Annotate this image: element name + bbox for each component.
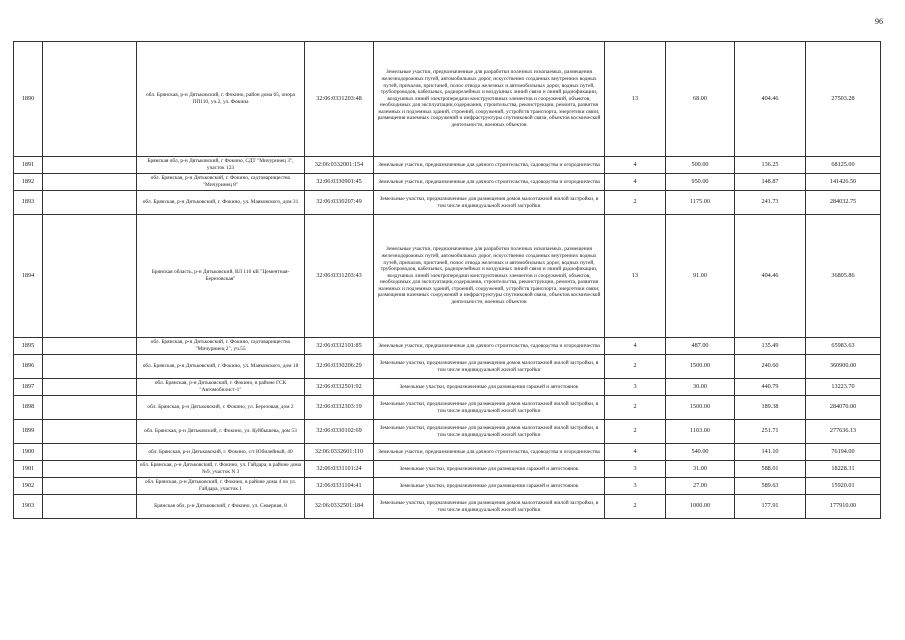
row-number-cell: 1899 — [14, 420, 43, 444]
area-cell: 27.00 — [666, 478, 735, 495]
cadastral-number-cell: 32:06:0332101:85 — [305, 338, 374, 355]
land-purpose-cell: Земельные участки, предназначенные для дачного строительства, садоводства и огородничества — [374, 174, 605, 191]
table-row — [14, 420, 881, 444]
cadastral-number-cell: 32:06:0332303:19 — [305, 396, 374, 420]
area-cell: 500.00 — [666, 157, 735, 174]
row-number-cell: 1895 — [14, 338, 43, 355]
cadastral-number-cell: 32:06:0331203:43 — [305, 215, 374, 338]
group-cell: 4 — [605, 174, 666, 191]
empty-cell — [43, 420, 137, 444]
land-purpose-cell: Земельные участки, предназначенные для размещения домов малоэтажной жилой застройки, в том числе индивидуальной жилой застройки — [374, 495, 605, 519]
cadastral-value-cell: 68125.00 — [806, 157, 881, 174]
area-cell: 91.00 — [666, 215, 735, 338]
row-number-cell: 1896 — [14, 355, 43, 379]
table-row — [14, 396, 881, 420]
land-plots-table — [13, 41, 881, 519]
address-cell: обл. Брянская, р-н Дятьковский, г. Фокино, ул. Гайдара, в районе дома №9, участок N 3 — [137, 461, 305, 478]
rate-cell: 141.10 — [735, 444, 806, 461]
area-cell: 30.00 — [666, 379, 735, 396]
table-row — [14, 461, 881, 478]
group-cell: 2 — [605, 191, 666, 215]
empty-cell — [43, 215, 137, 338]
land-purpose-cell: Земельные участки, предназначенные для дачного строительства, садоводства и огородничества — [374, 157, 605, 174]
table-row — [14, 338, 881, 355]
table-row — [14, 478, 881, 495]
empty-cell — [43, 355, 137, 379]
page-number: 96 — [875, 17, 883, 26]
rate-cell: 589.63 — [735, 478, 806, 495]
row-number-cell: 1898 — [14, 396, 43, 420]
rate-cell: 404.46 — [735, 215, 806, 338]
cadastral-number-cell: 32:06:0332001:154 — [305, 157, 374, 174]
rate-cell: 189.38 — [735, 396, 806, 420]
land-purpose-cell: Земельные участки, предназначенные для разработки полезных ископаемых, размещения железнодорожных путей, автомобильных дорог, искусственно созданных внутренних водных путей, причалов, пристаней, полос отвода железных и автомобильных дорог, водных путей, трубопроводов, кабельных, радиорелейных и воздушных линий связи и линий радиофикации, воздушных линий электропередачи конструктивных элементов и сооружений, объектов, необходимых для эксплуатации,содержания, строительства, реконструкции, ремонта, развития наземных и подземных зданий, строений, сооружений, устройств транспорта, энергетики связи; размещения наземных сооружений и инфраструктуры спутниковой связи, объектов космической деятельности, военных объектов — [374, 42, 605, 157]
group-cell: 2 — [605, 420, 666, 444]
rate-cell: 135.49 — [735, 338, 806, 355]
cadastral-number-cell: 32:06:0330207:49 — [305, 191, 374, 215]
cadastral-number-cell: 32:06:0332501:184 — [305, 495, 374, 519]
cadastral-value-cell: 36805.86 — [806, 215, 881, 338]
rate-cell: 136.25 — [735, 157, 806, 174]
empty-cell — [43, 379, 137, 396]
group-cell: 13 — [605, 42, 666, 157]
cadastral-value-cell: 76194.00 — [806, 444, 881, 461]
rate-cell: 588.01 — [735, 461, 806, 478]
address-cell: Брянская область, р-н Дятьковский, ВЛ 110 кВ "Цементная-Березовская" — [137, 215, 305, 338]
row-number-cell: 1891 — [14, 157, 43, 174]
cadastral-number-cell: 32:06:0330206:29 — [305, 355, 374, 379]
group-cell: 4 — [605, 338, 666, 355]
cadastral-value-cell: 15920.01 — [806, 478, 881, 495]
cadastral-value-cell: 13223.70 — [806, 379, 881, 396]
row-number-cell: 1894 — [14, 215, 43, 338]
group-cell: 2 — [605, 355, 666, 379]
address-cell: обл. Брянская, р-н Дятьковский, г. Фокино, район дома 65, опора ПП110, уч.2, ул. Фокина — [137, 42, 305, 157]
empty-cell — [43, 478, 137, 495]
land-purpose-cell: Земельные участки, предназначенные для размещения гаражей и автостоянок — [374, 461, 605, 478]
table-row — [14, 355, 881, 379]
cadastral-number-cell: 32:06:0330102:69 — [305, 420, 374, 444]
area-cell: 1175.00 — [666, 191, 735, 215]
empty-cell — [43, 396, 137, 420]
address-cell: обл. Брянская, р-н Дятьковский, г. Фокино, ул. Маяковского, дом 18 — [137, 355, 305, 379]
address-cell: обл. Брянская, р-н Дятьковский, г. Фокино, ул. Маяковского, дом 31 — [137, 191, 305, 215]
area-cell: 487.00 — [666, 338, 735, 355]
cadastral-number-cell: 32:06:0330901:45 — [305, 174, 374, 191]
cadastral-value-cell: 18228.31 — [806, 461, 881, 478]
cadastral-number-cell: 32:06:0331203:48 — [305, 42, 374, 157]
land-purpose-cell: Земельные участки, предназначенные для размещения гаражей и автостоянок — [374, 478, 605, 495]
empty-cell — [43, 338, 137, 355]
area-cell: 1000.00 — [666, 495, 735, 519]
table-row — [14, 444, 881, 461]
cadastral-value-cell: 284070.00 — [806, 396, 881, 420]
area-cell: 950.00 — [666, 174, 735, 191]
group-cell: 4 — [605, 157, 666, 174]
empty-cell — [43, 191, 137, 215]
row-number-cell: 1901 — [14, 461, 43, 478]
cadastral-number-cell: 32:06:0332501:92 — [305, 379, 374, 396]
group-cell: 2 — [605, 396, 666, 420]
rate-cell: 148.87 — [735, 174, 806, 191]
group-cell: 2 — [605, 495, 666, 519]
row-number-cell: 1902 — [14, 478, 43, 495]
cadastral-number-cell: 32:06:0331104:41 — [305, 478, 374, 495]
land-purpose-cell: Земельные участки, предназначенные для размещения домов малоэтажной жилой застройки, в том числе индивидуальной жилой застройки — [374, 396, 605, 420]
rate-cell: 251.71 — [735, 420, 806, 444]
land-purpose-cell: Земельные участки, предназначенные для размещения домов малоэтажной жилой застройки, в том числе индивидуальной жилой застройки — [374, 420, 605, 444]
land-purpose-cell: Земельные участки, предназначенные для размещения домов малоэтажной жилой застройки, в том числе индивидуальной жилой застройки — [374, 191, 605, 215]
land-purpose-cell: Земельные участки, предназначенные для разработки полезных ископаемых, размещения железнодорожных путей, автомобильных дорог, искусственно созданных внутренних водных путей, причалов, пристаней, полос отвода железных и автомобильных дорог, водных путей, трубопроводов, кабельных, радиорелейных и воздушных линий связи и линий радиофикации, воздушных линий электропередачи конструктивных элементов и сооружений, объектов, необходимых для эксплуатации,содержания, строительства, реконструкции, ремонта, развития наземных и подземных зданий, строений, сооружений, устройств транспорта, энергетики связи; размещения наземных сооружений и инфраструктуры спутниковой связи, объектов космической деятельности, военных объектов — [374, 215, 605, 338]
rate-cell: 404.46 — [735, 42, 806, 157]
area-cell: 68.00 — [666, 42, 735, 157]
row-number-cell: 1903 — [14, 495, 43, 519]
rate-cell: 177.91 — [735, 495, 806, 519]
cadastral-value-cell: 27503.28 — [806, 42, 881, 157]
address-cell: Брянская обл, р-н Дятьковский, г Фокино, СДТ "Мичуринец 3", участок 123 — [137, 157, 305, 174]
cadastral-value-cell: 284032.75 — [806, 191, 881, 215]
address-cell: обл. Брянская, р-н Дятьковский, г. Фокино, садтоварищество "Мичуринец 2", уч.55 — [137, 338, 305, 355]
area-cell: 540.00 — [666, 444, 735, 461]
row-number-cell: 1892 — [14, 174, 43, 191]
address-cell: Брянская обл, р-н Дятьковский, г Фокино, ул. Северная, 8 — [137, 495, 305, 519]
empty-cell — [43, 174, 137, 191]
cadastral-value-cell: 177910.00 — [806, 495, 881, 519]
cadastral-value-cell: 65983.63 — [806, 338, 881, 355]
cadastral-value-cell: 360900.00 — [806, 355, 881, 379]
address-cell: обл. Брянская, р-н Дятьковский, г. Фокино, в районе ГСК "Автомобилист-1" — [137, 379, 305, 396]
group-cell: 3 — [605, 379, 666, 396]
land-purpose-cell: Земельные участки, предназначенные для размещения домов малоэтажной жилой застройки, в том числе индивидуальной жилой застройки — [374, 355, 605, 379]
address-cell: обл. Брянская, р-н Дятьковский, г. Фокино, ул. Березовая, дом 2 — [137, 396, 305, 420]
rate-cell: 240.60 — [735, 355, 806, 379]
empty-cell — [43, 157, 137, 174]
address-cell: обл. Брянская, р-н Дятьковский, г. Фокино, с/т Юбилейный, 40 — [137, 444, 305, 461]
address-cell: обл. Брянская, р-н Дятьковский, г. Фокино, в районе дома 4 по ул. Гайдара, участок 1 — [137, 478, 305, 495]
area-cell: 1500.00 — [666, 355, 735, 379]
address-cell: обл. Брянская, р-н Дятьковский, г. Фокино, садтоварищество "Мичуринец 8" — [137, 174, 305, 191]
cadastral-number-cell: 32:06:0331101:24 — [305, 461, 374, 478]
empty-cell — [43, 495, 137, 519]
address-cell: обл. Брянская, р-н Дятьковский, г. Фокино, ул. Куйбышева, дом 53 — [137, 420, 305, 444]
group-cell: 13 — [605, 215, 666, 338]
cadastral-value-cell: 277636.13 — [806, 420, 881, 444]
cadastral-value-cell: 141426.50 — [806, 174, 881, 191]
row-number-cell: 1900 — [14, 444, 43, 461]
table-row — [14, 42, 881, 157]
land-purpose-cell: Земельные участки, предназначенные для дачного строительства, садоводства и огородничества — [374, 338, 605, 355]
area-cell: 31.00 — [666, 461, 735, 478]
rate-cell: 241.73 — [735, 191, 806, 215]
land-purpose-cell: Земельные участки, предназначенные для размещения гаражей и автостоянок — [374, 379, 605, 396]
area-cell: 1103.00 — [666, 420, 735, 444]
table-row — [14, 191, 881, 215]
table-row — [14, 215, 881, 338]
table-row — [14, 174, 881, 191]
row-number-cell: 1893 — [14, 191, 43, 215]
empty-cell — [43, 42, 137, 157]
cadastral-number-cell: 32:06:0332601:110 — [305, 444, 374, 461]
rate-cell: 440.79 — [735, 379, 806, 396]
table-row — [14, 379, 881, 396]
area-cell: 1500.00 — [666, 396, 735, 420]
group-cell: 4 — [605, 444, 666, 461]
group-cell: 3 — [605, 478, 666, 495]
table-row — [14, 495, 881, 519]
row-number-cell: 1897 — [14, 379, 43, 396]
empty-cell — [43, 444, 137, 461]
empty-cell — [43, 461, 137, 478]
row-number-cell: 1890 — [14, 42, 43, 157]
table-row — [14, 157, 881, 174]
group-cell: 3 — [605, 461, 666, 478]
land-purpose-cell: Земельные участки, предназначенные для дачного строительства, садоводства и огородничества — [374, 444, 605, 461]
